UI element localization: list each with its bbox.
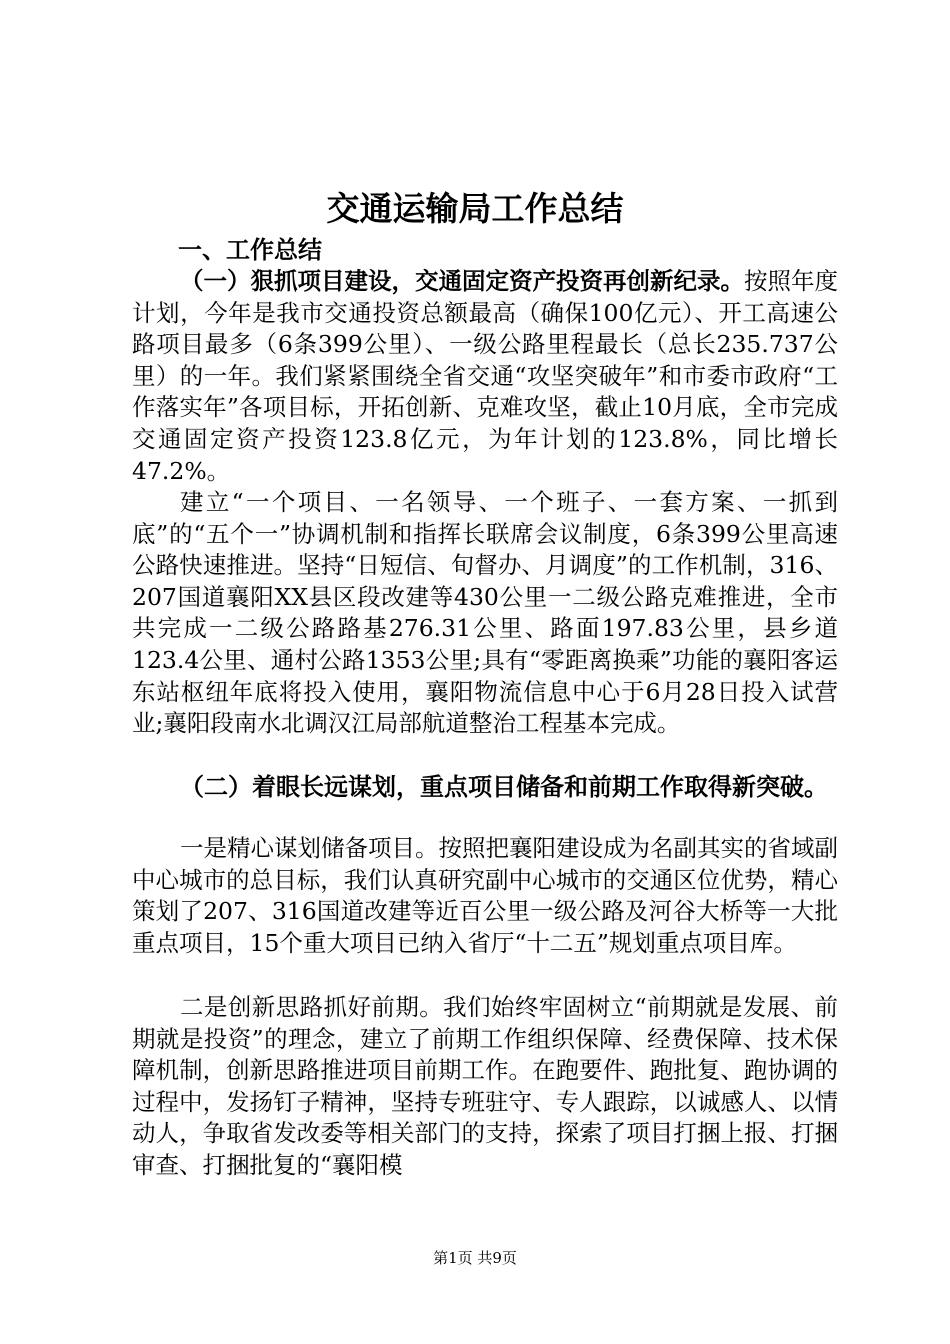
sub-heading-planning: （二）着眼长远谋划，重点项目储备和前期工作取得新突破。	[180, 773, 828, 801]
paragraph-investment	[132, 266, 838, 487]
paragraph-lead: （一）狠抓项目建设，交通固定资产投资再创新纪录。	[180, 267, 744, 295]
page-footer: 第1页 共9页	[433, 1249, 517, 1267]
paragraph-mechanism: 建立“一个项目、一名领导、一个班子、一套方案、一抓到底”的“五个一”协调机制和指挥长联席会议制度，6条399公里高速公路快速推进。坚持“日短信、旬督办、月调度”的工作机制，316、207国道襄阳XX县区段改建等430公里一二级公路克难推进，全市共完成一二级公路路基276.31公里、路面197.83公里，县乡道123.4公里、通村公路1353公里;具有“零距离换乘”功能的襄阳客运东站枢纽年底将投入使用，襄阳物流信息中心于6月28日投入试营业;襄阳段南水北调汉江局部航道整治工程基本完成。	[132, 488, 838, 738]
paragraph-preliminary-work: 二是创新思路抓好前期。我们始终牢固树立“前期就是发展、前期就是投资”的理念，建立了前期工作组织保障、经费保障、技术保障机制，创新思路推进项目前期工作。在跑要件、跑批复、跑协调的过程中，发扬钉子精神，坚持专班驻守、专人跟踪，以诚感人、以情动人，争取省发改委等相关部门的支持，探索了项目打捆上报、打捆审查、打捆批复的“襄阳模	[132, 993, 838, 1179]
section-heading: 一、工作总结	[178, 236, 322, 264]
document-title: 交通运输局工作总结	[326, 189, 624, 228]
paragraph-reserve-projects: 一是精心谋划储备项目。按照把襄阳建设成为名副其实的省域副中心城市的总目标，我们认真研究副中心城市的交通区位优势，精心策划了207、316国道改建等近百公里一级公路及河谷大桥等一大批重点项目，15个重大项目已纳入省厅“十二五”规划重点项目库。	[132, 834, 838, 957]
paragraph-text: 按照年度计划，今年是我市交通投资总额最高（确保100亿元）、开工高速公路项目最多（6条399公里）、一级公路里程最长（总长235.737公里）的一年。我们紧紧围绕全省交通“攻坚突破年”和市委市政府“工作落实年”各项目标，开拓创新、克难攻坚，截止10月底，全市完成交通固定资产投资123.8亿元，为年计划的123.8%，同比增长47.2%。	[132, 267, 838, 485]
